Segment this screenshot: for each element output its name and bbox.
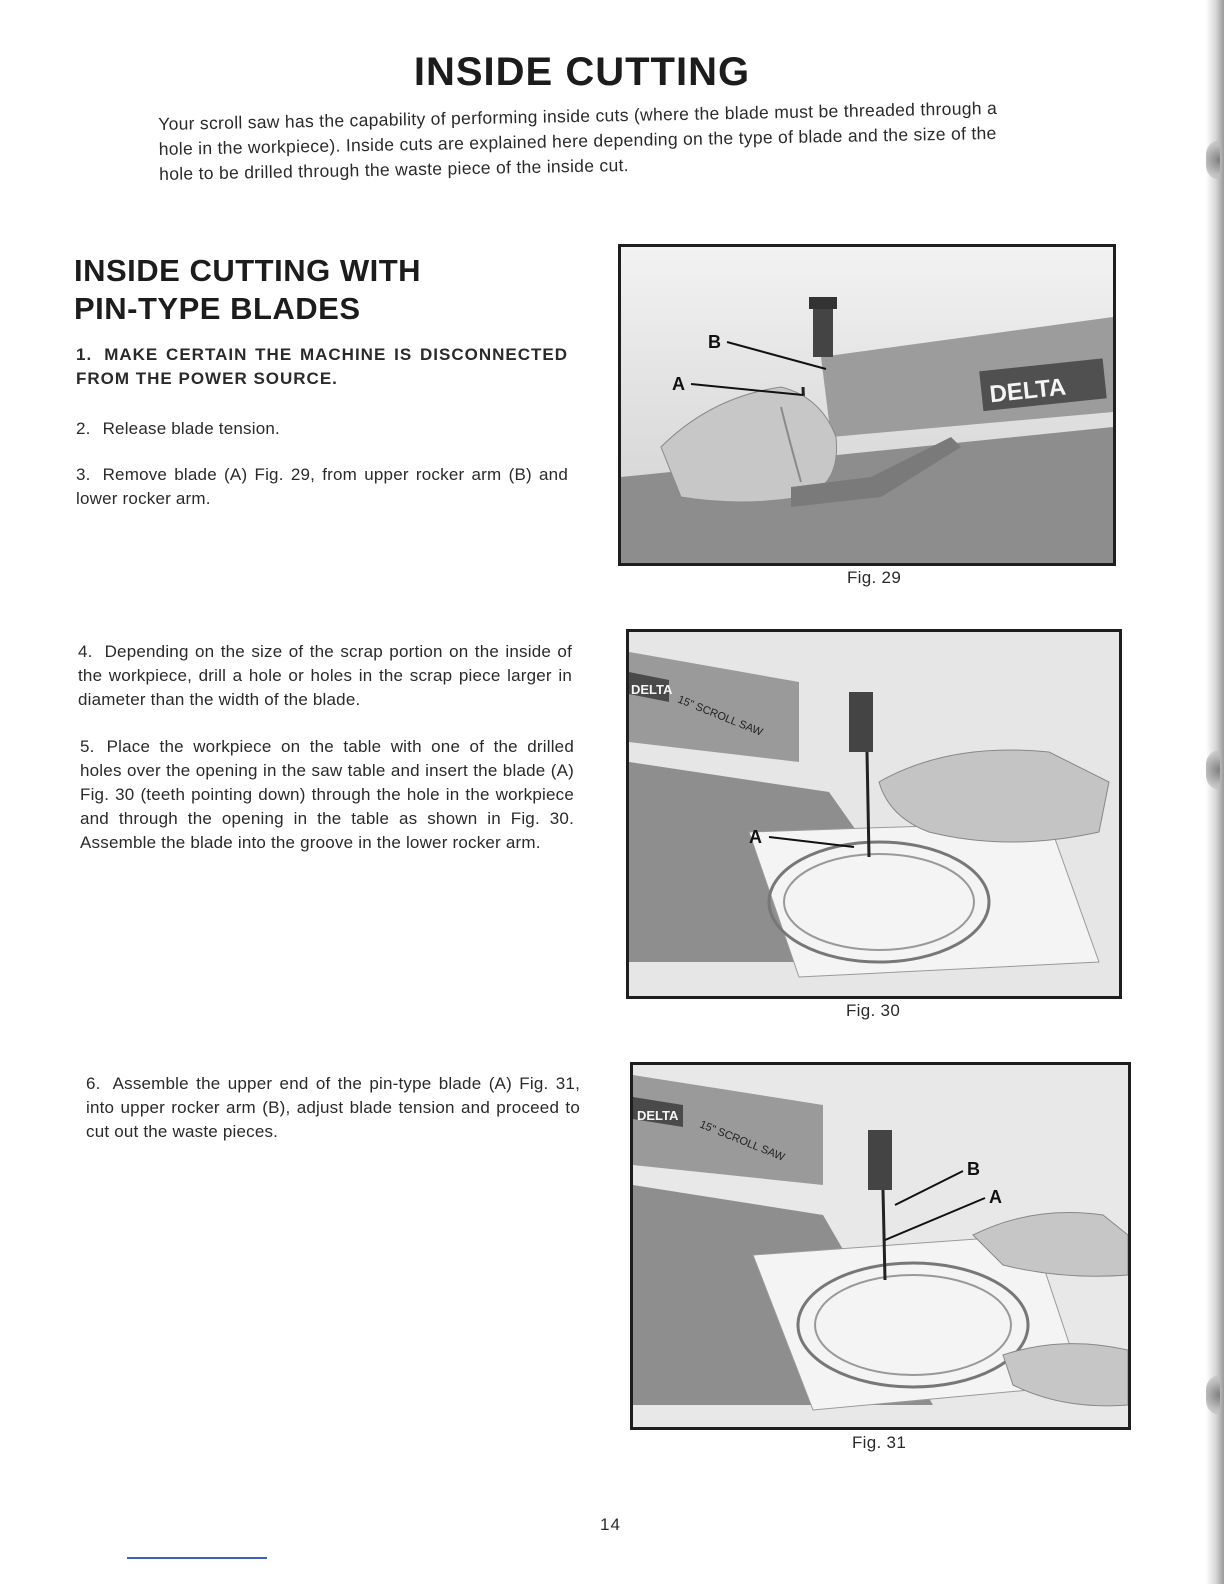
section-heading-line: INSIDE CUTTING WITH [74, 253, 422, 288]
binding-tab [1206, 1375, 1220, 1415]
page-title: INSIDE CUTTING [413, 50, 751, 94]
step-number: 2. [76, 419, 91, 438]
figure-29 [618, 244, 1116, 566]
step-number: 5. [80, 737, 95, 756]
blade [867, 752, 869, 857]
callout-label-a: A [989, 1187, 1002, 1207]
step-text: Depending on the size of the scrap portion on the inside of the workpiece, drill a hole or holes in the scrap piece larger in diameter than the width of the blade. [78, 642, 572, 709]
step-4 [78, 640, 572, 712]
figure-caption: Fig. 30 [846, 1001, 901, 1020]
figure-caption: Fig. 29 [847, 568, 902, 587]
figure-30-photo [629, 632, 1119, 996]
workpiece [749, 822, 1099, 977]
brand-label: DELTA [631, 682, 673, 697]
callout-label-a: A [672, 374, 685, 394]
tension-knob [868, 1130, 892, 1190]
model-label: 15" SCROLL SAW [675, 693, 765, 739]
tension-knob [813, 302, 833, 357]
step-1 [76, 343, 568, 391]
callout-label-a: A [749, 827, 762, 847]
brand-label: DELTA [637, 1108, 679, 1123]
brand-label: DELTA [988, 373, 1068, 409]
step-text: Release blade tension. [102, 419, 280, 438]
intro-paragraph: Your scroll saw has the capability of performing inside cuts (where the blade must be threaded through a hole in the workpiece). Inside cuts are explained here depending on the type of blade and the size of the hole to be drilled through the waste piece of the inside cut. [158, 97, 998, 184]
step-3 [76, 463, 568, 511]
footer-rule [127, 1557, 267, 1559]
binding-tab [1206, 750, 1220, 790]
step-number: 4. [78, 642, 93, 661]
step-5 [80, 735, 574, 855]
step-number: 3. [76, 465, 91, 484]
section-heading-line: PIN-TYPE BLADES [74, 291, 361, 326]
page-number: 14 [600, 1515, 621, 1534]
figure-caption: Fig. 31 [852, 1433, 907, 1452]
page-edge-shadow [1206, 0, 1224, 1584]
step-text: Remove blade (A) Fig. 29, from upper rocker arm (B) and lower rocker arm. [76, 465, 568, 508]
callout-label-b: B [708, 332, 721, 352]
figure-29-photo [621, 247, 1113, 563]
step-text: MAKE CERTAIN THE MACHINE IS DISCONNECTED FROM THE POWER SOURCE. [76, 345, 568, 388]
step-2 [76, 417, 568, 441]
knob-cap [809, 297, 837, 309]
figure-31-photo [633, 1065, 1128, 1427]
tension-knob [849, 692, 873, 752]
model-label: 15" SCROLL SAW [697, 1118, 787, 1164]
figure-30 [626, 629, 1122, 999]
step-text: Place the workpiece on the table with one of the drilled holes over the opening in the saw table and insert the blade (A) Fig. 30 (teeth pointing down) through the hole in the workpiece and through the opening in the table as shown in Fig. 30. Assemble the blade into the groove in the lower rocker arm. [80, 737, 574, 852]
step-number: 1. [76, 345, 93, 364]
figure-31 [630, 1062, 1131, 1430]
step-text: Assemble the upper end of the pin-type blade (A) Fig. 31, into upper rocker arm (B), adjust blade tension and proceed to cut out the waste pieces. [86, 1074, 580, 1141]
binding-tab [1206, 140, 1220, 180]
blade [883, 1190, 885, 1280]
step-number: 6. [86, 1074, 101, 1093]
step-6 [86, 1072, 580, 1144]
callout-label-b: B [967, 1159, 980, 1179]
section-heading [74, 252, 544, 328]
